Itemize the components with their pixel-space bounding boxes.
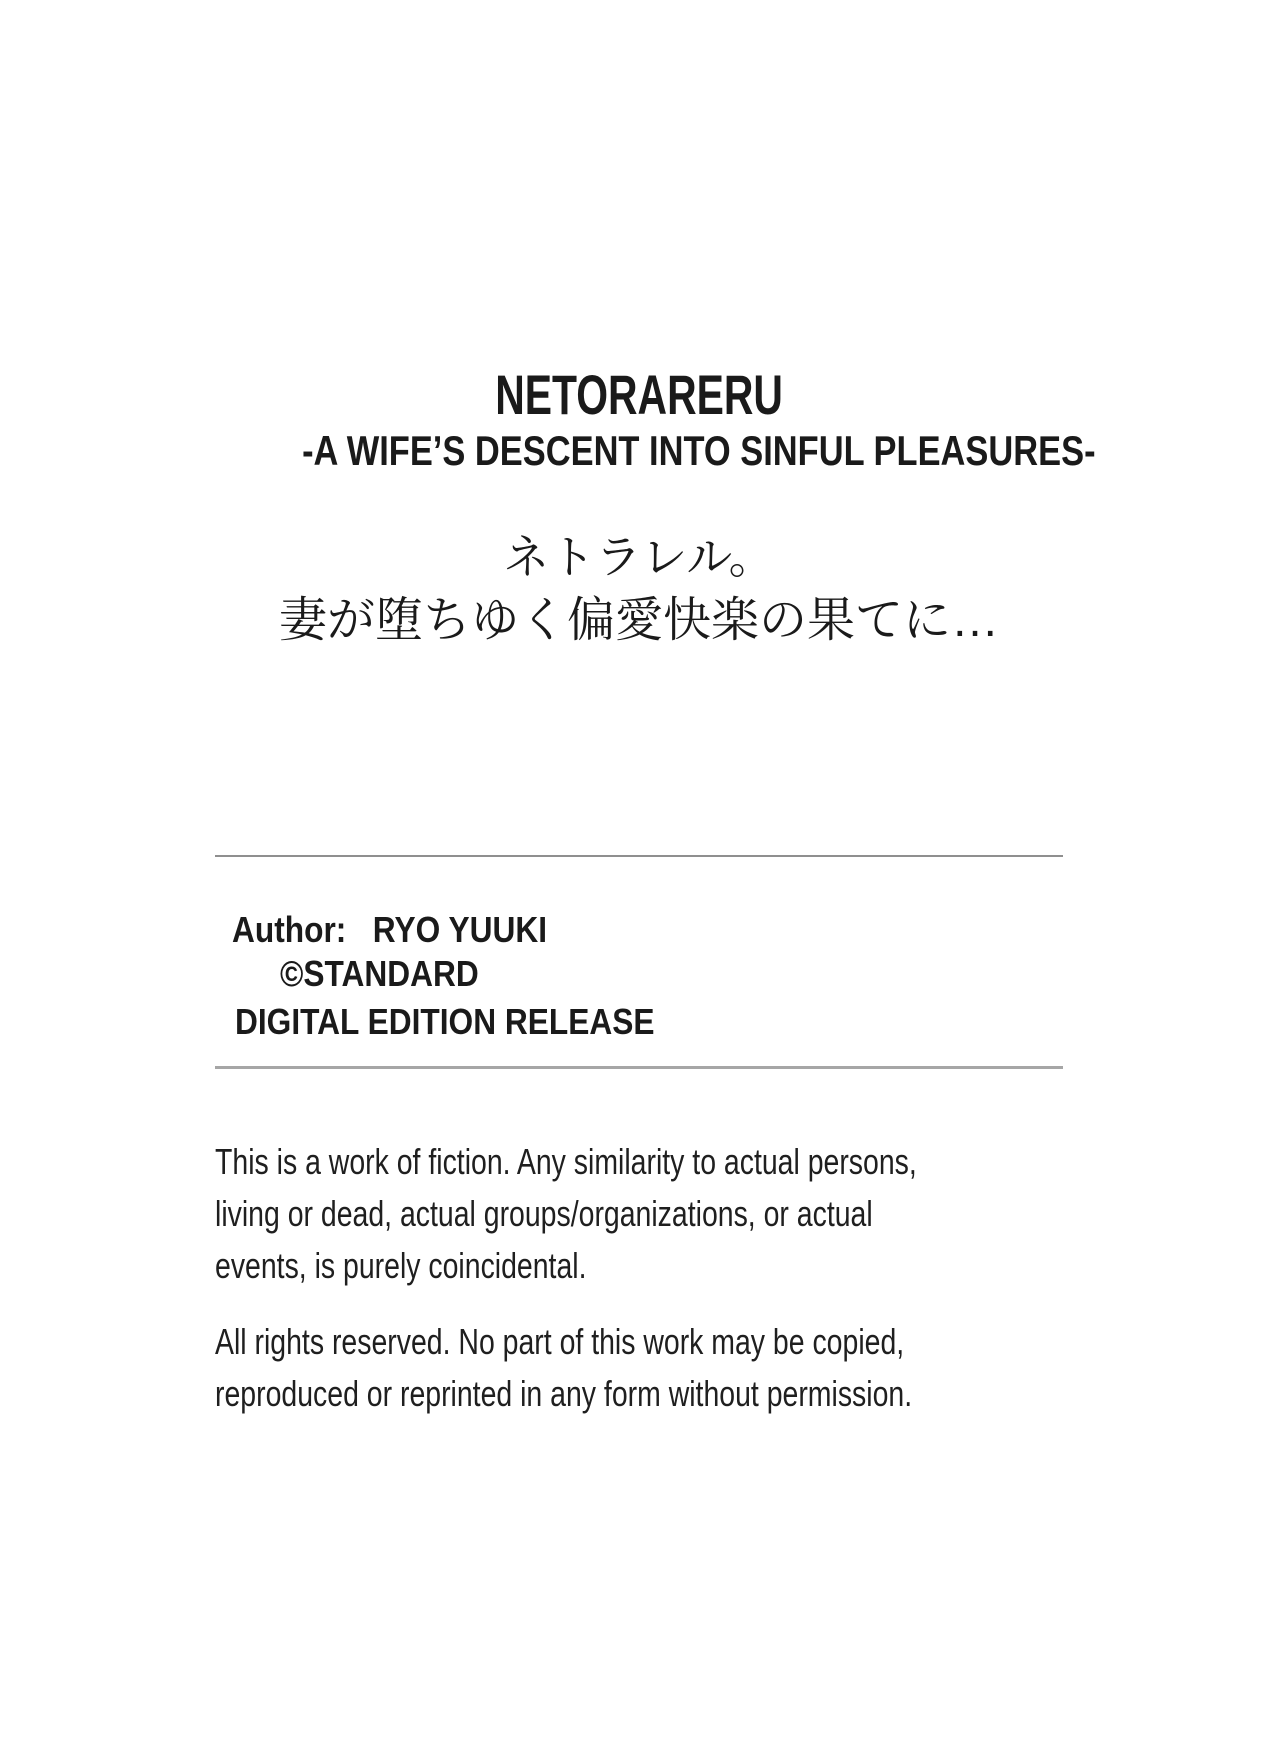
- page-title: [215, 365, 1063, 425]
- rights-notice-line-1: All rights reserved. No part of this work may be copied,: [215, 1321, 905, 1362]
- fiction-disclaimer: [215, 1136, 1103, 1292]
- japanese-title-text: ネトラレル。: [503, 531, 775, 583]
- copyright-notice: ©STANDARD: [280, 953, 479, 994]
- page-title-text: NETORARERU: [495, 363, 783, 426]
- japanese-title: [215, 528, 1063, 586]
- page-subtitle: [215, 427, 1096, 475]
- page-subtitle-text: -A WIFE’S DESCENT INTO SINFUL PLEASURES-: [302, 427, 1096, 474]
- fiction-disclaimer-line-1: This is a work of fiction. Any similarity to actual persons,: [215, 1141, 917, 1182]
- bottom-divider-rule: [215, 1066, 1063, 1069]
- edition-label: DIGITAL EDITION RELEASE: [235, 1001, 655, 1042]
- author-name: RYO YUUKI: [372, 909, 548, 950]
- rights-notice-line-2: reproduced or reprinted in any form without permission.: [215, 1373, 913, 1414]
- rights-notice: [215, 1316, 1097, 1420]
- author-label: Author:: [232, 909, 347, 950]
- top-divider-rule: [215, 855, 1063, 857]
- fiction-disclaimer-line-2: living or dead, actual groups/organizations, or actual: [215, 1193, 873, 1234]
- japanese-subtitle-text: 妻が堕ちゆく偏愛快楽の果てに…: [278, 594, 999, 647]
- author-line: [232, 908, 547, 952]
- fiction-disclaimer-line-3: events, is purely coincidental.: [215, 1245, 587, 1286]
- japanese-subtitle: [215, 590, 1063, 652]
